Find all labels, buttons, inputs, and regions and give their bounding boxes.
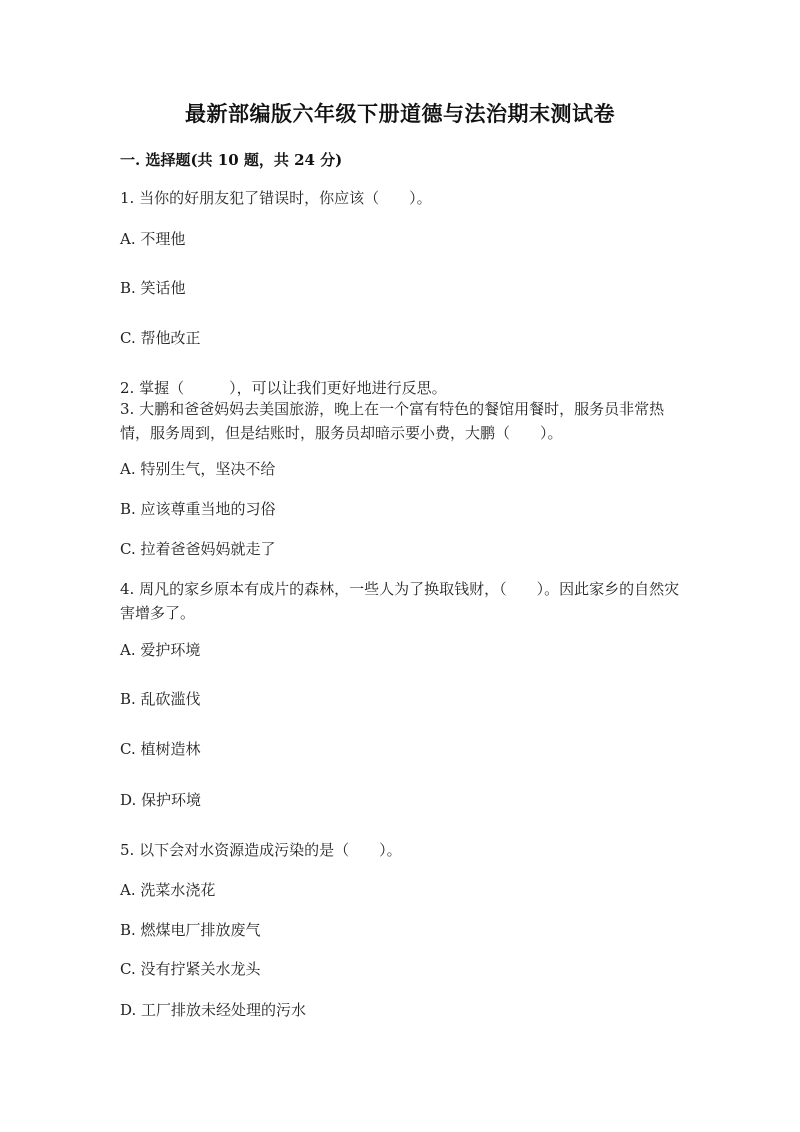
option-5c: C. 没有拧紧关水龙头 [120,960,261,978]
option-4c: C. 植树造林 [120,740,201,758]
option-4d: D. 保护环境 [120,791,202,809]
option-4a: A. 爱护环境 [120,641,201,659]
question-stem-2: 2. 掌握（ ），可以让我们更好地进行反思。 [120,379,447,397]
option-4b: B. 乱砍滥伐 [120,690,201,708]
option-3b: B. 应该尊重当地的习俗 [120,500,276,518]
option-3c: C. 拉着爸爸妈妈就走了 [120,540,276,558]
page-title: 最新部编版六年级下册道德与法治期末测试卷 [185,101,615,126]
option-1b: B. 笑话他 [120,279,186,297]
question-stem-4: 4. 周凡的家乡原本有成片的森林，一些人为了换取钱财，（ ）。因此家乡的自然灾害增多了。 [120,580,680,622]
question-stem-5: 5. 以下会对水资源造成污染的是（ ）。 [120,841,402,859]
option-3a: A. 特别生气，坚决不给 [120,460,276,478]
option-5a: A. 洗菜水浇花 [120,881,216,899]
option-1c: C. 帮他改正 [120,329,201,347]
section-heading: 一. 选择题(共 10 题，共 24 分) [120,151,343,169]
option-5d: D. 工厂排放未经处理的污水 [120,1001,307,1019]
option-1a: A. 不理他 [120,230,186,248]
question-stem-3: 3. 大鹏和爸爸妈妈去美国旅游，晚上在一个富有特色的餐馆用餐时，服务员非常热情，服务周到，但是结账时，服务员却暗示要小费，大鹏（ ）。 [120,400,665,442]
question-stem-1: 1. 当你的好朋友犯了错误时，你应该（ ）。 [120,189,432,207]
option-5b: B. 燃煤电厂排放废气 [120,921,261,939]
